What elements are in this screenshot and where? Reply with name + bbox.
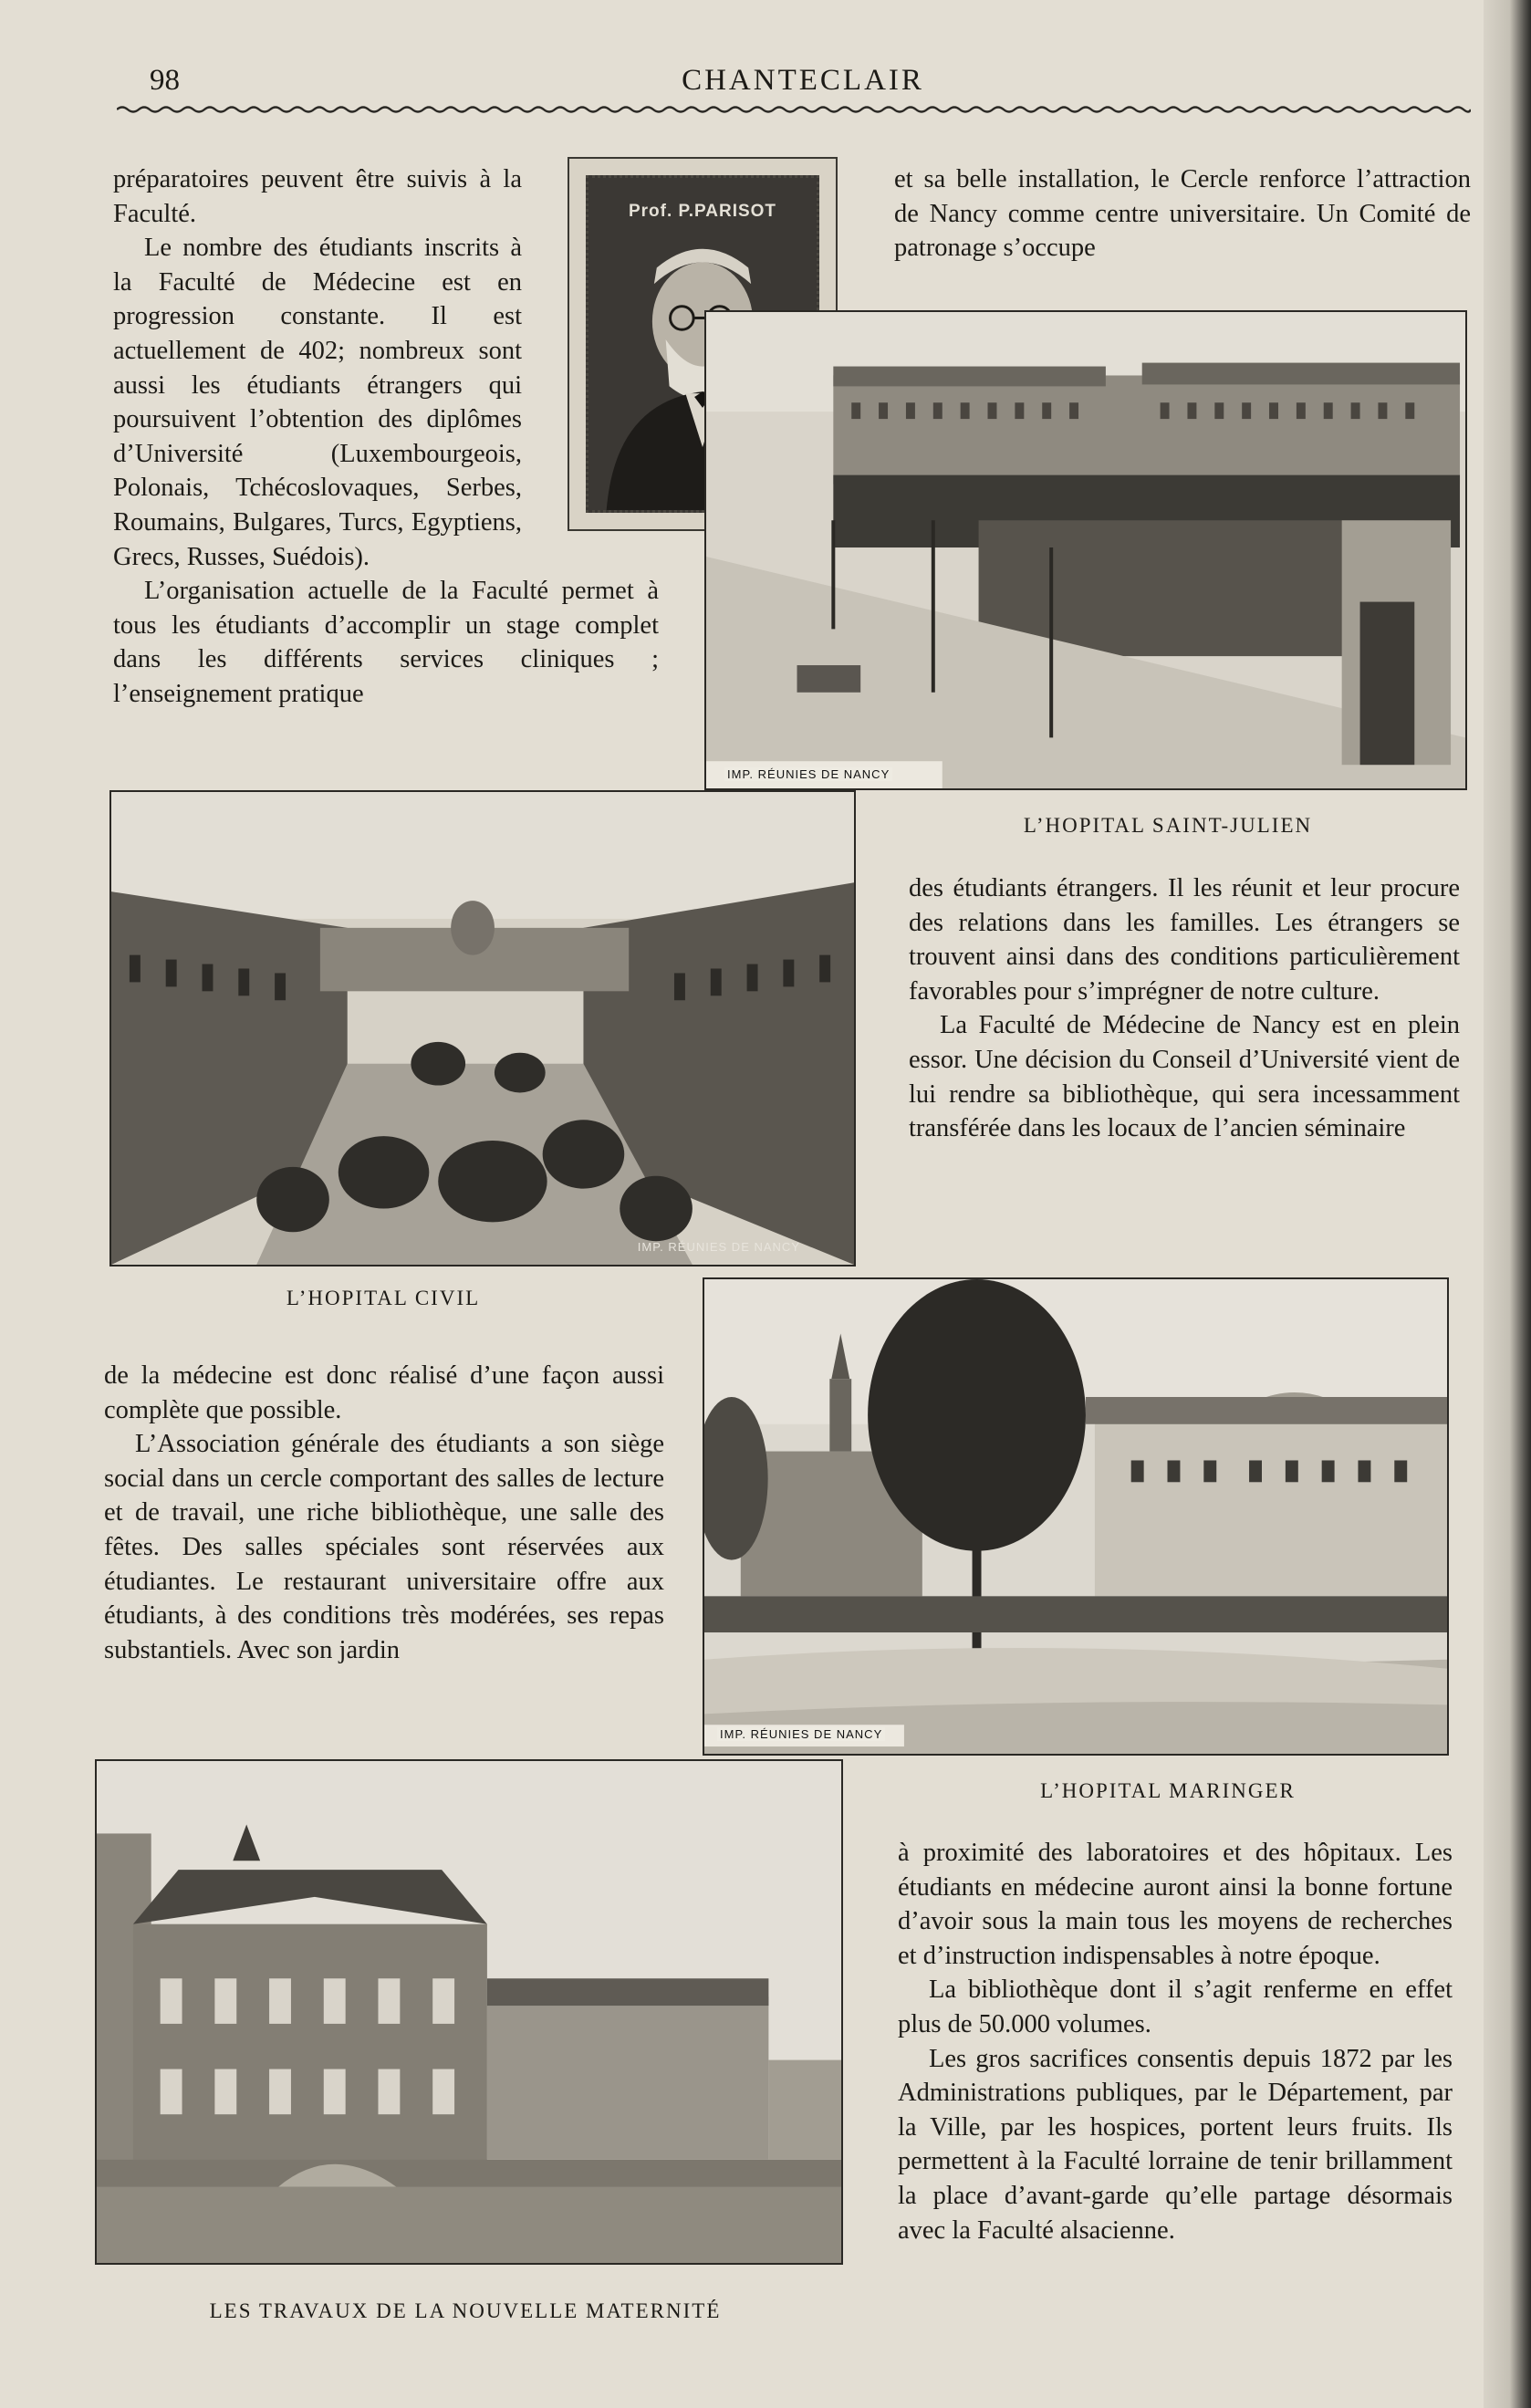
paragraph: des étudiants étrangers. Il les réunit et leur procure des relations dans les familles. Les étrangers se trouvent ainsi dans des conditions particulièrement favorables pour s’imprégner de notre culture.	[909, 874, 1460, 1006]
photo-caption: L’HOPITAL CIVIL	[286, 1287, 481, 1309]
paragraph: La bibliothèque dont il s’agit renferme en effet plus de 50.000 volumes.	[898, 1975, 1453, 2038]
photo-caption: L’HOPITAL SAINT-JULIEN	[1023, 814, 1313, 837]
paragraph: préparatoires peuvent être suivis à la Faculté.	[113, 165, 522, 228]
photo-hopital-saint-julien	[704, 310, 1467, 790]
text-column-middle-left	[104, 1359, 664, 1667]
paragraph: L’organisation actuelle de la Faculté permet à tous les étudiants d’accomplir un stage complet dans les différents services cliniques ; l’enseignement pratique	[113, 577, 659, 708]
photo-caption: LES TRAVAUX DE LA NOUVELLE MATERNITÉ	[209, 2299, 722, 2322]
photo-hopital-civil	[109, 790, 856, 1267]
paragraph: L’Association générale des étudiants a son siège social dans un cercle comportant des salles de lecture et de travail, une riche bibliothèque, une salle des fêtes. Des salles spéciales sont réservées aux étudiantes. Le restaurant universitaire offre aux étudiants, à des conditions très modérées, ses repas substantiels. Avec son jardin	[104, 1430, 664, 1664]
photo-caption: L’HOPITAL MARINGER	[1040, 1779, 1296, 1802]
photo-credit: IMP. RÉUNIES DE NANCY	[717, 1727, 885, 1741]
paragraph: Le nombre des étudiants inscrits à la Faculté de Médecine est en progression constante. Il est actuellement de 402; nombreux sont aussi les étudiants étrangers qui poursuivent l’obtention des diplômes d’Université (Luxembourgeois, Polonais, Tchécoslovaques, Serbes, Roumains, Bulgares, Turcs, Egyptiens, Grecs, Russes, Suédois).	[113, 234, 522, 571]
paragraph: à proximité des laboratoires et des hôpitaux. Les étudiants en médecine auront ainsi la bonne fortune d’avoir sous la main tous les moyens de recherches et d’instruction indispensables à notre époque.	[898, 1839, 1453, 1970]
portrait-name-label: Prof. P.PARISOT	[628, 202, 777, 221]
magazine-title: CHANTECLAIR	[682, 64, 924, 97]
photo-hopital-maringer	[703, 1277, 1449, 1756]
photo-credit: IMP. RÉUNIES DE NANCY	[724, 767, 892, 781]
photo-credit: IMP. RÉUNIES DE NANCY	[637, 1240, 800, 1254]
text-column-top-left	[113, 162, 659, 712]
text-column-top-right	[894, 162, 1471, 266]
page-number: 98	[150, 64, 180, 97]
header-wavy-rule	[117, 104, 1471, 115]
page-edge-shadow	[1484, 0, 1531, 2408]
paragraph: de la médecine est donc réalisé d’une façon aussi complète que possible.	[104, 1361, 664, 1424]
paragraph: Les gros sacrifices consentis depuis 1872 par les Administrations publiques, par le Département, par la Ville, par les hospices, portent leurs fruits. Ils permettent à la Faculté lorraine de tenir brillamment la place d’avant-garde qu’elle partage désormais avec la Faculté alsacienne.	[898, 2044, 1453, 2245]
text-column-bottom-right	[898, 1836, 1453, 2247]
paragraph: La Faculté de Médecine de Nancy est en plein essor. Une décision du Conseil d’Université vient de lui rendre sa bibliothèque, qui sera incessamment transférée dans les locaux de l’ancien séminaire	[909, 1011, 1460, 1143]
photo-nouvelle-maternite	[95, 1759, 843, 2265]
paragraph: et sa belle installation, le Cercle renforce l’attraction de Nancy comme centre universitaire. Un Comité de patronage s’occupe	[894, 165, 1471, 263]
text-column-middle-right	[909, 871, 1460, 1146]
